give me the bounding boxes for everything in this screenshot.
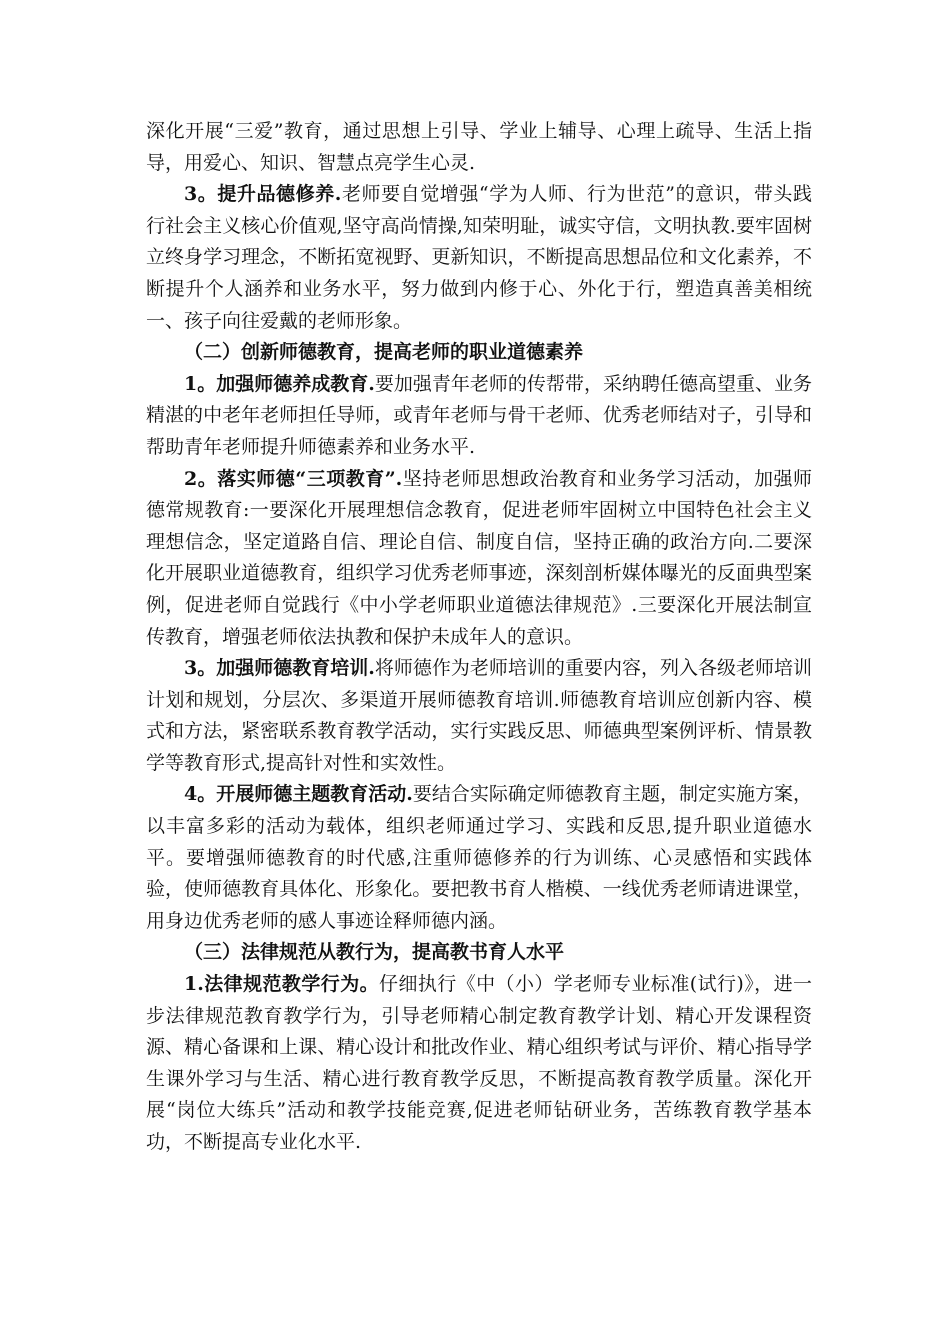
paragraph-continuation (146, 116, 812, 179)
paragraph-improve-morality (146, 179, 812, 337)
paragraph-ethics-cultivation (146, 369, 812, 464)
paragraph-text: 深化开展“三爱”教育，通过思想上引导、学业上辅导、心理上疏导、生活上指导，用爱心、知识、智慧点亮学生心灵. (146, 120, 812, 174)
section-heading-two: （二）创新师德教育，提高老师的职业道德素养 (184, 341, 584, 364)
paragraph-ethics-training (146, 653, 812, 779)
paragraph-lead: 3。提升品德修养. (184, 183, 342, 206)
paragraph-three-educations (146, 464, 812, 654)
paragraph-text: 老师要自觉增强“学为人师、行为世范”的意识，带头践行社会主义核心价值观,坚守高尚情操,知荣明耻，诚实守信，文明执教.要牢固树立终身学习理念，不断拓宽视野、更新知识，不断提高思想品位和文化素养，不断提升个人涵养和业务水平，努力做到内修于心、外化于行，塑造真善美相统一、孩子向往爱戴的老师形象。 (146, 183, 812, 332)
paragraph-lead: 3。加强师德教育培训. (184, 657, 375, 680)
paragraph-lead: 2。落实师德“三项教育”. (184, 467, 403, 490)
paragraph-lead: 4。开展师德主题教育活动. (184, 783, 413, 806)
paragraph-text: 仔细执行《中（小）学老师专业标准(试行)》，进一步法律规范教育教学行为，引导老师精心制定教育教学计划、精心开发课程资源、精心备课和上课、精心设计和批改作业、精心组织考试与评价、精心指导学生课外学习与生活、精心进行教育教学反思，不断提高教育教学质量。深化开展“岗位大练兵”活动和教学技能竞赛,促进老师钻研业务，苦练教育教学基本功，不断提高专业化水平. (146, 973, 812, 1153)
paragraph-text: 将师德作为老师培训的重要内容，列入各级老师培训计划和规划，分层次、多渠道开展师德教育培训.师德教育培训应创新内容、模式和方法，紧密联系教育教学活动，实行实践反思、师德典型案例评析、情景教学等教育形式,提高针对性和实效性。 (146, 657, 812, 774)
section-heading-three: （三）法律规范从教行为，提高教书育人水平 (184, 941, 565, 964)
paragraph-teaching-behavior (146, 969, 812, 1159)
paragraph-lead: 1。加强师德养成教育. (184, 372, 375, 395)
paragraph-lead: 1.法律规范教学行为。 (184, 973, 380, 996)
paragraph-text: 要结合实际确定师德教育主题，制定实施方案，以丰富多彩的活动为载体，组织老师通过学习、实践和反思,提升职业道德水平。要增强师德教育的时代感,注重师德修养的行为训练、心灵感悟和实践体验，使师德教育具体化、形象化。要把教书育人楷模、一线优秀老师请进课堂，用身边优秀老师的感人事迹诠释师德内涵。 (146, 783, 812, 932)
paragraph-text: 要加强青年老师的传帮带，采纳聘任德高望重、业务精湛的中老年老师担任导师，或青年老师与骨干老师、优秀老师结对子，引导和帮助青年老师提升师德素养和业务水平. (146, 372, 812, 458)
paragraph-theme-activities (146, 779, 812, 937)
paragraph-text: 坚持老师思想政治教育和业务学习活动，加强师德常规教育:一要深化开展理想信念教育，促进老师牢固树立中国特色社会主义理想信念，坚定道路自信、理论自信、制度自信，坚持正确的政治方向.二要深化开展职业道德教育，组织学习优秀老师事迹，深刻剖析媒体曝光的反面典型案例，促进老师自觉践行《中小学老师职业道德法律规范》.三要深化开展法制宣传教育，增强老师依法执教和保护未成年人的意识。 (146, 467, 812, 648)
